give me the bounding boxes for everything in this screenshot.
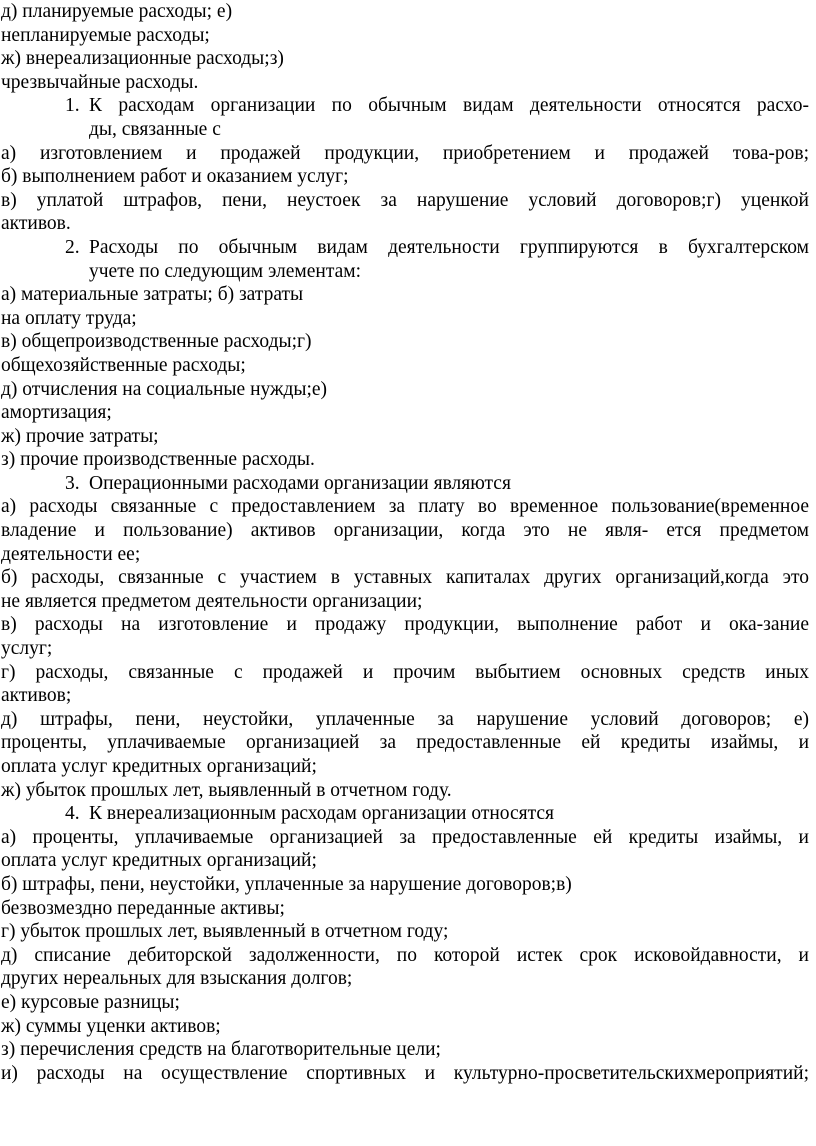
question-text: К внереализационным расходам организации относятся — [89, 803, 555, 825]
answer-option-line: не является предметом деятельности организации; — [1, 590, 423, 612]
answer-option-line: деятельности ее; — [1, 543, 141, 565]
answer-option-line: амортизация; — [1, 402, 112, 424]
answer-option-line: д) планируемые расходы; е) — [1, 1, 233, 22]
answer-option-line: и) расходы на осуществление спортивных и культурно-просветительскихмероприятий; — [1, 1062, 809, 1084]
question-number: 2. — [65, 236, 80, 258]
question-text: К расходам организации по обычным видам деятельности относятся расхо- — [89, 95, 809, 117]
answer-option-line: г) расходы, связанные с продажей и прочим выбытием основных средств иных — [1, 661, 809, 683]
answer-option-line: д) штрафы, пени, неустойки, уплаченные за нарушение условий договоров; е) — [1, 708, 809, 730]
answer-option-line: на оплату труда; — [1, 307, 137, 329]
question-number: 1. — [65, 95, 80, 117]
question-heading — [1, 472, 809, 496]
question-heading — [1, 236, 809, 260]
answer-option-line: а) проценты, уплачиваемые организацией за предоставленные ей кредиты изаймы, и — [1, 826, 809, 848]
question-number: 3. — [65, 472, 80, 494]
answer-option-line: общехозяйственные расходы; — [1, 354, 246, 376]
answer-option-line: а) изготовлением и продажей продукции, приобретением и продажей това-ров; — [1, 142, 809, 164]
question-text-continued: учете по следующим элементам: — [89, 260, 362, 282]
answer-option-line: ж) внереализационные расходы;з) — [1, 48, 284, 70]
answer-option-line: б) штрафы, пени, неустойки, уплаченные за нарушение договоров;в) — [1, 873, 572, 895]
question-text: Расходы по обычным видам деятельности группируются в бухгалтерском — [89, 236, 809, 258]
answer-option-line: проценты, уплачиваемые организацией за предоставленные ей кредиты изаймы, и — [1, 732, 809, 754]
answer-option-line: оплата услуг кредитных организаций; — [1, 756, 317, 777]
answer-option-line: активов; — [1, 685, 72, 707]
answer-option-line: д) списание дебиторской задолженности, по которой истек срок исковойдавности, и — [1, 944, 809, 966]
question-text: Операционными расходами организации являются — [89, 472, 511, 494]
answer-option-line: непланируемые расходы; — [1, 24, 210, 46]
answer-option-line: в) общепроизводственные расходы;г) — [1, 331, 312, 353]
answer-option-line: оплата услуг кредитных организаций; — [1, 850, 317, 872]
answer-option-line: з) перечисления средств на благотворительные цели; — [1, 1039, 441, 1061]
answer-option-line: услуг; — [1, 638, 53, 660]
answer-option-line: е) курсовые разницы; — [1, 991, 180, 1013]
answer-option-line: ж) прочие затраты; — [1, 425, 159, 447]
answer-option-line: а) материальные затраты; б) затраты — [1, 284, 304, 306]
answer-option-line: в) уплатой штрафов, пени, неустоек за нарушение условий договоров;г) уценкой — [1, 189, 809, 211]
answer-option-line: г) убыток прошлых лет, выявленный в отчетном году; — [1, 921, 449, 943]
question-number: 4. — [65, 803, 80, 825]
answer-option-line: ж) убыток прошлых лет, выявленный в отчетном году. — [1, 779, 452, 801]
answer-option-line: владение и пользование) активов организации, когда это не явля- ется предметом — [1, 520, 809, 542]
question-text-continued: ды, связанные с — [89, 118, 221, 140]
answer-option-line: чрезвычайные расходы. — [1, 71, 199, 93]
answer-option-line: б) выполнением работ и оказанием услуг; — [1, 166, 349, 188]
answer-option-line: безвозмездно переданные активы; — [1, 897, 285, 919]
answer-option-line: б) расходы, связанные с участием в уставных капиталах других организаций,когда это — [1, 567, 809, 589]
answer-option-line: ж) суммы уценки активов; — [1, 1015, 221, 1037]
answer-option-line: активов. — [1, 213, 71, 235]
answer-option-line: д) отчисления на социальные нужды;е) — [1, 378, 328, 400]
answer-option-line: з) прочие производственные расходы. — [1, 449, 315, 471]
answer-option-line: в) расходы на изготовление и продажу продукции, выполнение работ и ока-зание — [1, 614, 809, 636]
answer-option-line: а) расходы связанные с предоставлением за плату во временное пользование(временное — [1, 496, 809, 518]
answer-option-line: других нереальных для взыскания долгов; — [1, 968, 353, 990]
question-heading — [1, 802, 809, 826]
question-heading — [1, 94, 809, 118]
